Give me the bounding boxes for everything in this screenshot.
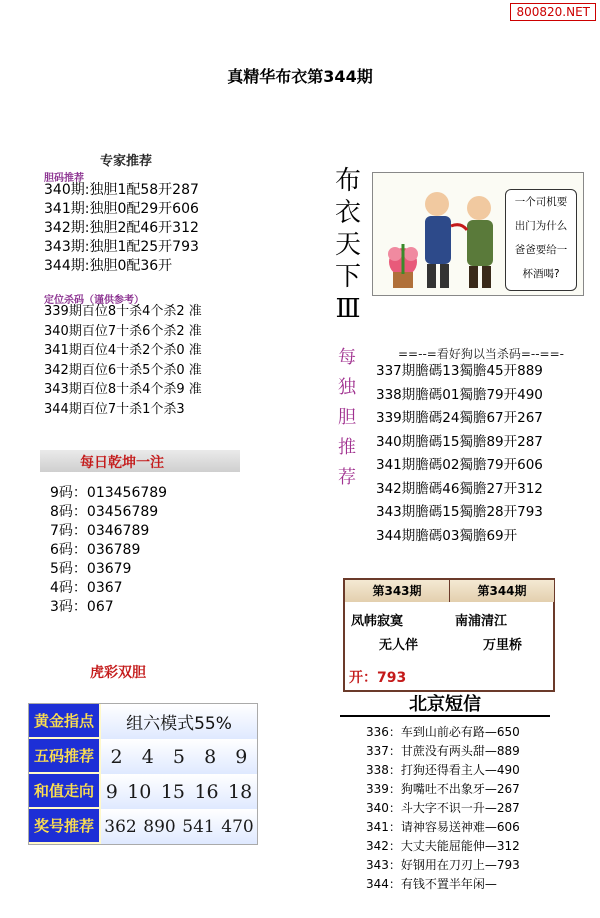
list-item: 338期膽碼01獨膽79开490 — [376, 386, 543, 403]
value-cell: 470 — [221, 816, 254, 837]
poem-right-cell — [455, 610, 559, 658]
list-item: 341期膽碼02獨膽79开606 — [376, 457, 543, 473]
list-item: 341期:独胆0配29开606 — [44, 201, 199, 217]
poem-table — [343, 578, 555, 692]
title-char: Ⅲ — [335, 294, 361, 324]
list-item: 6码：036789 — [50, 542, 141, 558]
list-item: 3码：067 — [50, 599, 114, 615]
value-cell: 9 — [235, 745, 248, 768]
dudan-side-title — [335, 343, 359, 493]
list-item: 342期百位6十杀5个杀0 准 — [44, 362, 202, 378]
beijing-title: 北京短信 — [409, 694, 481, 715]
dingwei-list — [44, 302, 202, 419]
list-item: 343期百位8十杀4个杀9 准 — [44, 382, 202, 397]
speech-bubble — [505, 189, 577, 291]
prize-values — [101, 809, 257, 844]
value-cell: 5 — [172, 745, 186, 768]
row-label: 五码推荐 — [29, 739, 99, 774]
list-item: 340期百位7十杀6个杀2 准 — [44, 323, 202, 339]
title-char: 胆 — [338, 407, 356, 428]
list-item: 8码：03456789 — [50, 504, 159, 520]
poem-line: 无人伴 — [379, 638, 419, 653]
value-cell: 18 — [228, 780, 253, 803]
value-cell: 890 — [143, 816, 176, 837]
list-item: 5码：03679 — [50, 561, 132, 577]
pattern-value: 组六模式55% — [101, 704, 257, 739]
buyi-vertical-title — [333, 165, 363, 325]
list-item: 344：有钱不置半年闲— — [366, 877, 497, 891]
list-item: 9码：013456789 — [50, 485, 168, 501]
list-item: 343期:独胆1配25开793 — [44, 239, 199, 255]
value-cell: 362 — [104, 816, 137, 837]
list-item: 336：车到山前必有路—650 — [366, 725, 520, 739]
site-watermark: 800820.NET — [510, 3, 596, 21]
title-char: 荐 — [338, 467, 356, 488]
huacai-title: 虎彩双胆 — [90, 665, 146, 681]
value-cell: 10 — [127, 780, 152, 803]
dudan-heading: ==--=看好狗以当杀码=--==- — [398, 347, 564, 361]
value-cell: 541 — [182, 816, 215, 837]
table-row — [29, 739, 257, 774]
qiankun-title: 每日乾坤一注 — [80, 455, 164, 471]
dudan-list — [376, 360, 543, 548]
row-label: 奖号推荐 — [29, 809, 99, 844]
list-item: 339期百位8十杀4个杀2 准 — [44, 304, 202, 319]
list-item: 339：狗嘴吐不出象牙—267 — [366, 782, 520, 796]
poem-head-right: 第344期 — [449, 580, 554, 602]
value-cell: 8 — [204, 745, 217, 768]
list-item: 344期百位7十杀1个杀3 — [44, 401, 185, 417]
value-cell: 9 — [105, 780, 118, 803]
poem-left-cell — [351, 610, 455, 658]
dandan-list — [44, 181, 199, 276]
beijing-sms-list — [366, 723, 520, 894]
row-label: 和值走向 — [29, 774, 99, 809]
list-item: 343期膽碼15獨膽28开793 — [376, 504, 543, 520]
title-char: 布 — [334, 166, 361, 196]
list-item: 337：甘蔗没有两头甜—889 — [366, 744, 520, 758]
list-item: 344期:独胆0配36开 — [44, 258, 173, 274]
list-item: 342期膽碼46獨膽27开312 — [376, 480, 543, 497]
value-cell: 4 — [141, 745, 154, 768]
title-char: 每 — [338, 347, 356, 368]
expert-heading: 专家推荐 — [100, 154, 153, 169]
list-item: 340期膽碼15獨膽89开287 — [376, 433, 543, 450]
list-item: 340期:独胆1配58开287 — [44, 182, 199, 198]
cartoon-panel — [372, 172, 584, 296]
qiankun-code-list — [50, 484, 167, 617]
beijing-divider — [340, 715, 550, 717]
list-item: 341：请神容易送神难—606 — [366, 820, 520, 834]
list-item: 337期膽碼13獨膽45开889 — [376, 363, 543, 379]
huacai-table — [28, 703, 258, 845]
list-item: 343：好钢用在刀刃上—793 — [366, 858, 520, 872]
value-cell: 15 — [160, 780, 186, 803]
title-char: 衣 — [334, 198, 361, 228]
poem-line: 凤帏寂寞 — [351, 614, 404, 629]
speech-line: 一个司机要 — [514, 196, 568, 208]
list-item: 344期膽碼03獨膽69开 — [376, 527, 518, 544]
list-item: 340：斗大字不识一升—287 — [366, 801, 520, 815]
poem-line: 万里桥 — [483, 638, 523, 653]
dingwei-heading: 定位杀码（谨供参考） — [44, 295, 144, 306]
value-cell: 2 — [110, 745, 123, 768]
list-item: 341期百位4十杀2个杀0 准 — [44, 343, 202, 358]
value-cell: 16 — [194, 780, 219, 803]
poem-head-left: 第343期 — [345, 580, 449, 602]
table-row — [29, 704, 257, 739]
list-item: 338：打狗还得看主人—490 — [366, 763, 520, 777]
sum-values — [101, 774, 257, 809]
cartoon-figures-icon — [375, 174, 505, 294]
speech-line: 出门为什么 — [514, 220, 568, 232]
list-item: 339期膽碼24獨膽67开267 — [376, 410, 543, 426]
dandan-heading: 胆码推荐 — [44, 173, 84, 184]
poem-open-result: 开：793 — [349, 670, 407, 686]
page-title: 真精华布衣第344期 — [227, 67, 373, 86]
title-char: 推 — [338, 437, 356, 458]
speech-line: 杯酒喝? — [522, 268, 560, 280]
list-item: 4码：0367 — [50, 580, 123, 596]
title-char: 天 — [334, 230, 361, 260]
speech-line: 爸爸要给一 — [514, 244, 568, 256]
title-char: 独 — [338, 377, 356, 398]
table-row — [29, 774, 257, 809]
five-code-values — [101, 739, 257, 774]
list-item: 342：大丈夫能屈能伸—312 — [366, 839, 520, 853]
row-label: 黄金指点 — [29, 704, 99, 739]
title-char: 下 — [334, 262, 361, 292]
list-item: 342期:独胆2配46开312 — [44, 220, 199, 236]
poem-line: 南浦清江 — [455, 614, 508, 629]
list-item: 7码：0346789 — [50, 523, 150, 539]
table-row — [29, 809, 257, 844]
